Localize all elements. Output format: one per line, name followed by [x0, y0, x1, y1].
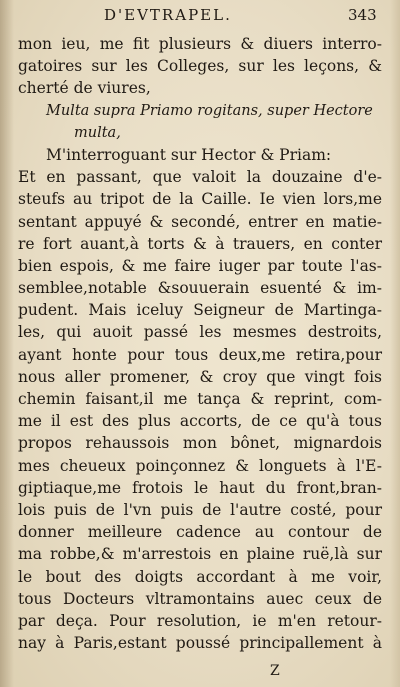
text-line: mes cheueux poinçonnez & longuets à l'E- [18, 456, 382, 475]
text-line: gatoires sur les Colleges, sur les leçons, & [18, 57, 382, 76]
signature-mark: Z [270, 663, 280, 679]
text-line: le bout des doigts accordant à me voir, [18, 567, 382, 586]
latin-quote-line: Multa supra Priamo rogitans, super Hectore [46, 102, 373, 119]
text-line: par deça. Pour resolution, ie m'en retour- [18, 611, 382, 630]
text-line: pudent. Mais iceluy Seigneur de Martinga- [18, 301, 382, 320]
text-line: cherté de viures, [18, 79, 151, 98]
text-line: donner meilleure cadence au contour de [18, 523, 382, 542]
text-line: giptiaque,me frotois le haut du front,bran- [18, 478, 382, 497]
text-line: chemin faisant,il me tança & reprint, com- [18, 390, 382, 408]
page-header [0, 6, 400, 30]
running-head: D'EVTRAPEL. [104, 6, 232, 24]
text-line: ma robbe,& m'arrestois en plaine ruë,là sur [18, 545, 382, 564]
text-line: Et en passant, que valoit la douzaine d'e- [18, 168, 382, 187]
text-line: M'interroguant sur Hector & Priam: [46, 145, 332, 164]
page-number: 343 [348, 6, 377, 24]
text-line: bien espois, & me faire iuger par toute l'as- [18, 256, 382, 275]
text-line: nay à Paris,estant poussé principallement à [18, 634, 382, 653]
text-line: semblee,notable &souuerain esuenté & im- [18, 279, 382, 298]
text-line: mon ieu, me fit plusieurs & diuers interro- [18, 35, 382, 53]
text-line: tous Docteurs vltramontains auec ceux de [18, 589, 382, 608]
text-line: steufs au tripot de la Caille. Ie vien lors,me [18, 190, 382, 209]
text-line: lois puis de l'vn puis de l'autre costé, pour [18, 500, 382, 519]
text-line: re fort auant,à torts & à trauers, en conter [18, 234, 382, 253]
text-line: les, qui auoit passé les mesmes destroits, [18, 323, 382, 342]
latin-quote-line: multa, [74, 124, 121, 141]
text-line: sentant appuyé & secondé, entrer en matie- [18, 212, 382, 231]
page-footer [0, 663, 400, 685]
text-line: ayant honte pour tous deux,me retira,pour [18, 345, 382, 364]
body-text [18, 33, 382, 654]
text-line: propos rehaussois mon bônet, mignardois [18, 434, 382, 453]
text-line: me il est des plus accorts, de ce qu'à tous [18, 412, 382, 431]
text-line: nous aller promener, & croy que vingt fois [18, 367, 382, 386]
